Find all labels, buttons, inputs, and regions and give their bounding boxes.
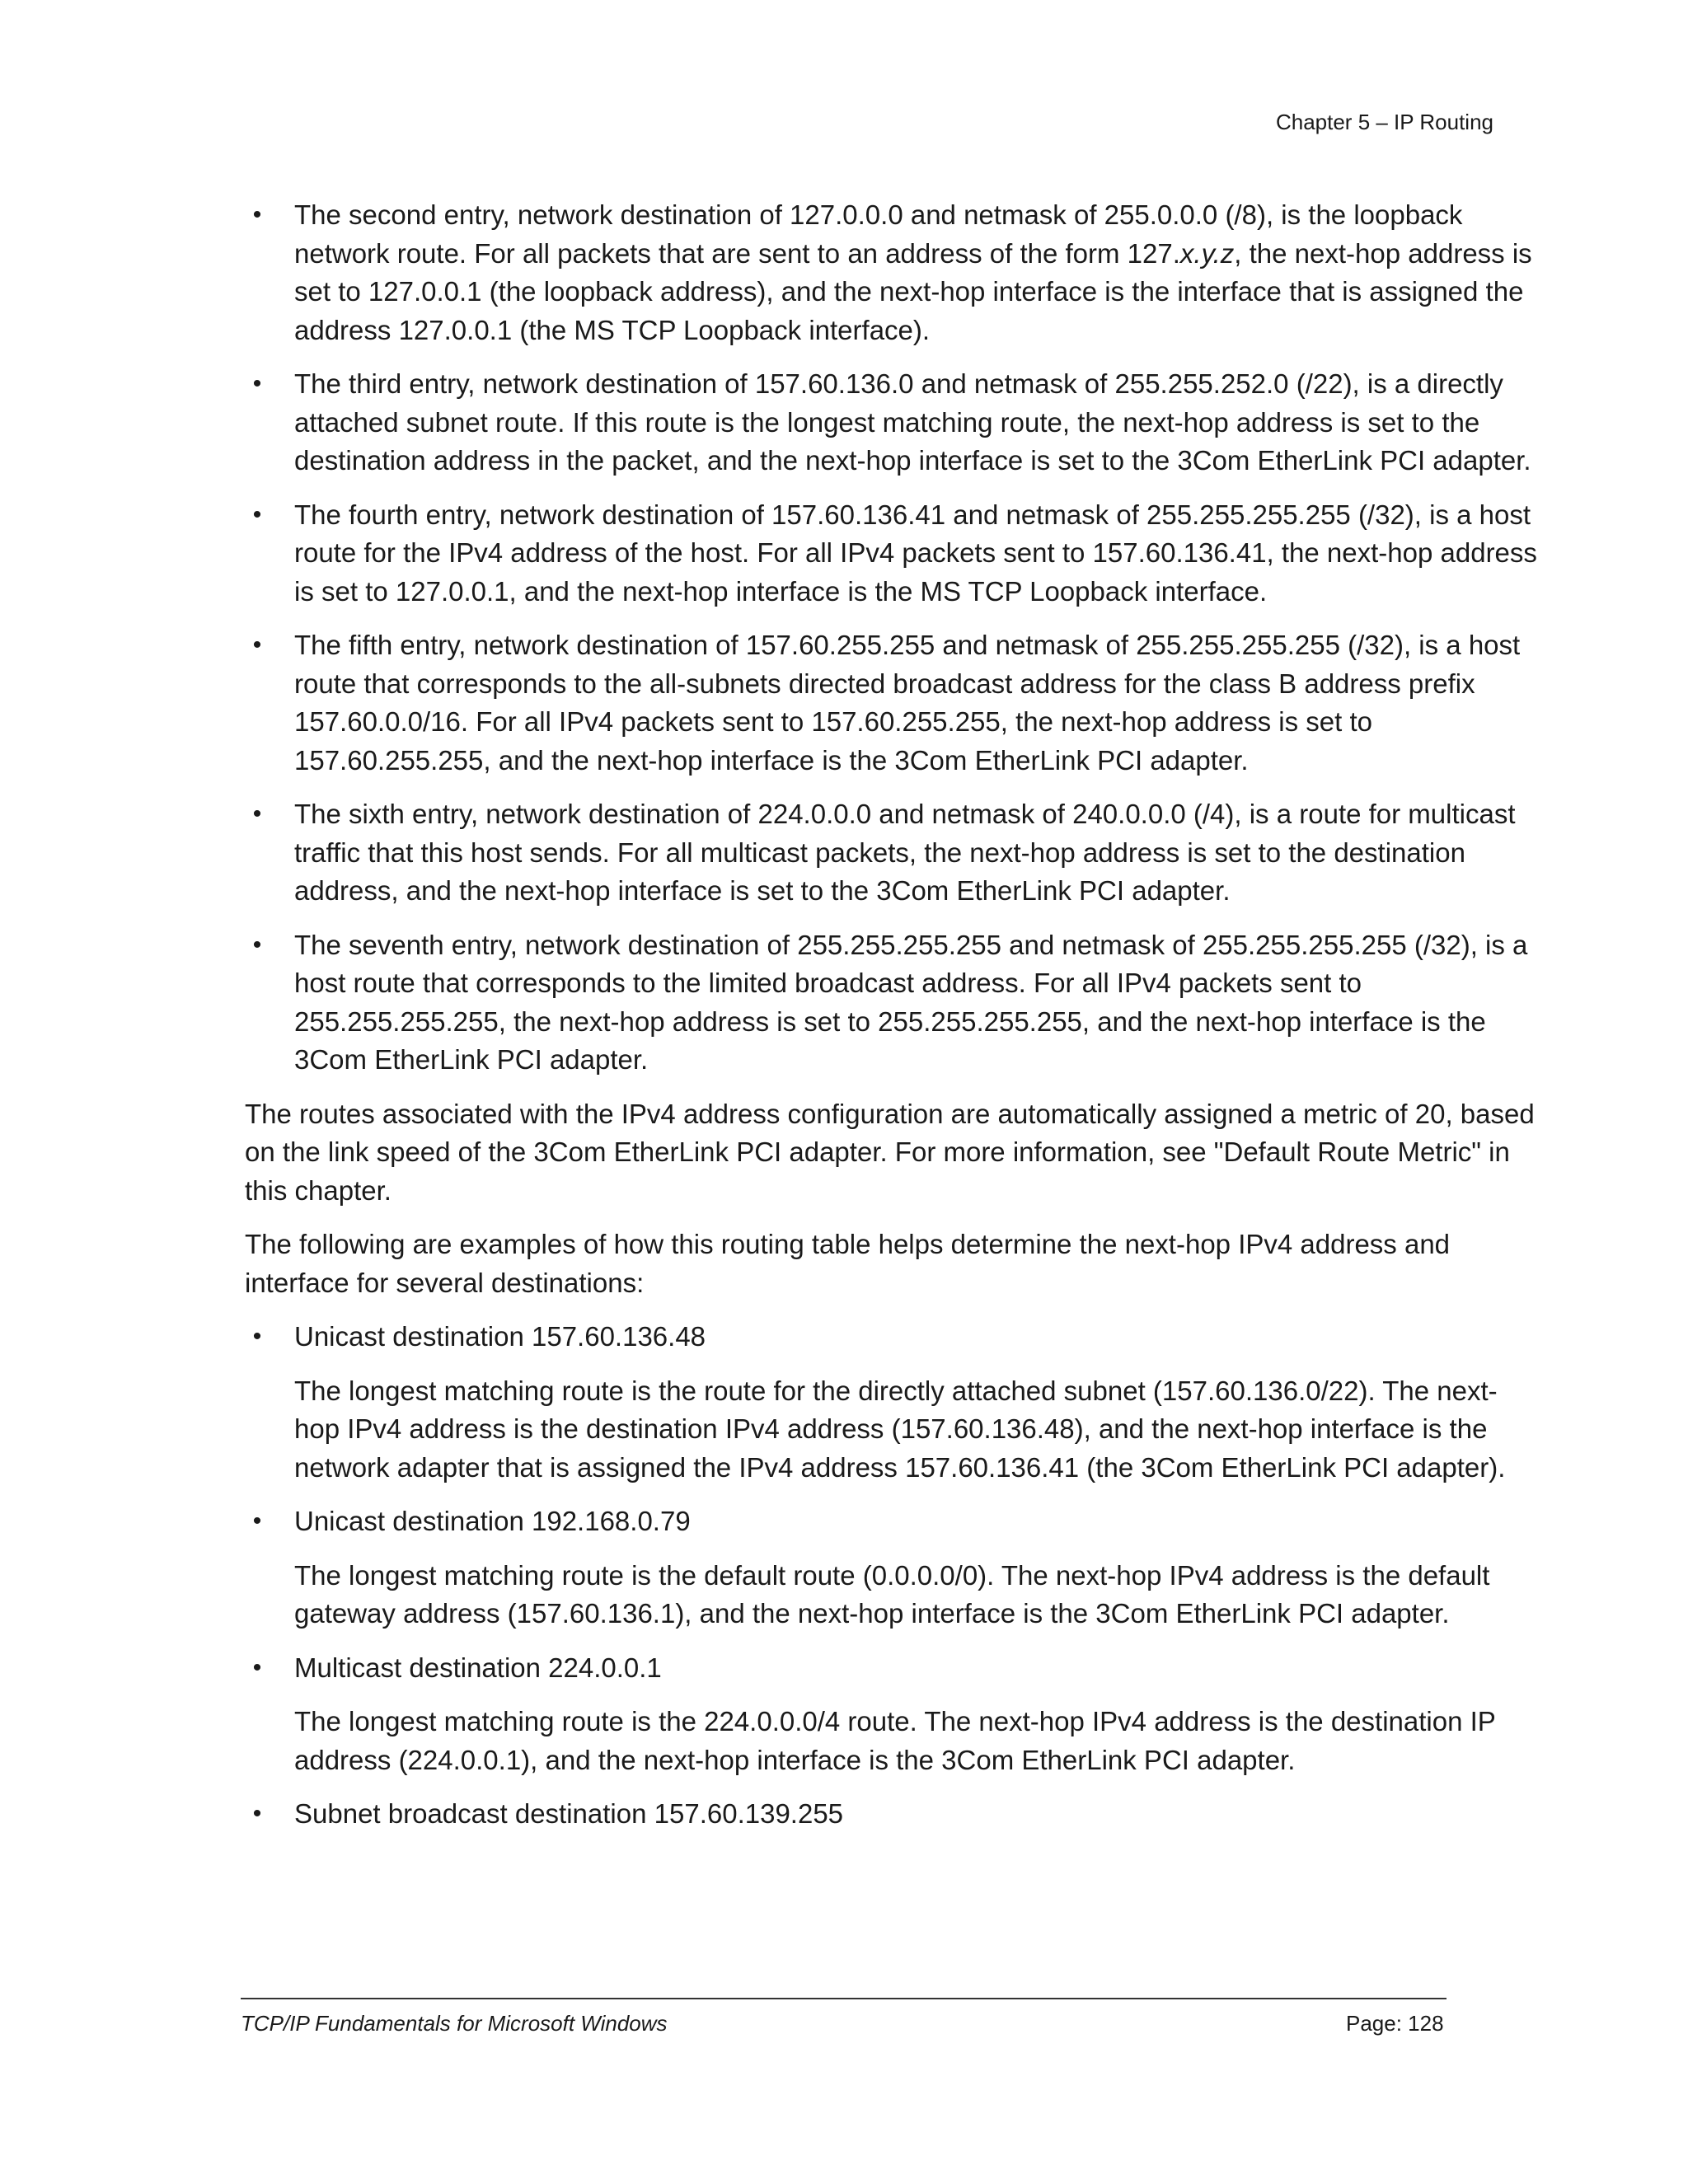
entry-text: The fourth entry, network destination of 157.60.136.41 and netmask of 255.255.255.255 (/32), is a host route for the IPv4 address of the host. For all IPv4 packets sent to 157.60.136.41, the next-hop address is set to 127.0.0.1, and the next-hop interface is the MS TCP Loopback interface. [294,499,1537,607]
example-explanation: The longest matching route is the route for the directly attached subnet (157.60.136.0/22). The next-hop IPv4 address is the destination IPv4 address (157.60.136.48), and the next-hop interface is the network adapter that is assigned the IPv4 address 157.60.136.41 (the 3Com EtherLink PCI adapter). [294,1375,1506,1483]
example-bullet-subnet-broadcast [245,1795,1547,1834]
bullet-icon: • [252,1800,262,1827]
example-destination: Subnet broadcast destination 157.60.139.255 [294,1798,844,1829]
entry-text: The third entry, network destination of 157.60.136.0 and netmask of 255.255.252.0 (/22), is a directly attached subnet route. If this route is the longest matching route, the next-hop address is set to the destination address in the packet, and the next-hop interface is set to the 3Com EtherLink PCI adapter. [294,368,1531,476]
bullet-icon: • [252,930,262,958]
examples-intro-paragraph: The following are examples of how this routing table helps determine the next-hop IPv4 address and interface for several destinations: [245,1229,1451,1298]
bullet-icon: • [252,1507,262,1535]
example-destination: Multicast destination 224.0.0.1 [294,1652,662,1683]
entry-bullet-sixth [245,795,1547,911]
bullet-icon: • [252,500,262,528]
example-explanation: The longest matching route is the default route (0.0.0.0/0). The next-hop IPv4 address is the default gateway address (157.60.136.1), and the next-hop interface is the 3Com EtherLink PCI adapter. [294,1559,1490,1629]
bullet-icon: • [252,201,262,228]
bullet-icon: • [252,370,262,397]
entry-text-pre: The second entry, network destination of 127.0.0.0 and netmask of 255.0.0.0 (/8), is the loopback network route. For all packets that are sent to an address of the form 127. [294,199,1463,269]
example-bullet-unicast-1 [245,1318,1547,1357]
entry-text: The sixth entry, network destination of 224.0.0.0 and netmask of 240.0.0.0 (/4), is a route for multicast traffic that this host sends. For all multicast packets, the next-hop address is set to the destination address, and the next-hop interface is set to the 3Com EtherLink PCI adapter. [294,799,1516,906]
footer-page-number: Page: 128 [1346,2011,1444,2036]
entry-bullet-fourth [245,496,1547,612]
running-header: Chapter 5 – IP Routing [1275,110,1493,134]
entry-text-italic: x.y.z [1179,237,1235,269]
page-body [245,196,1547,1849]
footer-divider [241,1998,1447,1999]
entry-bullet-fifth [245,626,1547,780]
example-explanation: The longest matching route is the 224.0.0.0/4 route. The next-hop IPv4 address is the destination IP address (224.0.0.1), and the next-hop interface is the 3Com EtherLink PCI adapter. [294,1706,1496,1775]
example-destination: Unicast destination 192.168.0.79 [294,1506,691,1536]
bullet-icon: • [252,631,262,658]
bullet-icon: • [252,1323,262,1350]
example-destination: Unicast destination 157.60.136.48 [294,1321,706,1352]
entry-bullet-seventh [245,926,1547,1080]
metric-paragraph: The routes associated with the IPv4 address configuration are automatically assigned a metric of 20, based on the link speed of the 3Com EtherLink PCI adapter. For more information, see "Default Route Metric" in this chapter. [245,1098,1535,1206]
bullet-icon: • [252,800,262,827]
entry-text: The fifth entry, network destination of 157.60.255.255 and netmask of 255.255.255.255 (/32), is a host route that corresponds to the all-subnets directed broadcast address for the class B address prefix 157.60.0.0/16. For all IPv4 packets sent to 157.60.255.255, the next-hop address is set to 157.60.255.255, and the next-hop interface is the 3Com EtherLink PCI adapter. [294,630,1521,776]
footer-book-title: TCP/IP Fundamentals for Microsoft Windows [241,2011,668,2036]
entry-text-post: , the next-hop address is set to 127.0.0.1 (the loopback address), and the next-hop interface is the interface that is assigned the address 127.0.0.1 (the MS TCP Loopback interface). [294,237,1532,345]
entry-bullet-third [245,365,1547,480]
entry-bullet-second [245,196,1547,349]
entry-text: The seventh entry, network destination of 255.255.255.255 and netmask of 255.255.255.255 (/32), is a host route that corresponds to the limited broadcast address. For all IPv4 packets sent to 255.255.255.255, the next-hop address is set to 255.255.255.255, and the next-hop interface is the 3Com EtherLink PCI adapter. [294,929,1528,1075]
bullet-icon: • [252,1653,262,1681]
example-bullet-multicast [245,1649,1547,1688]
example-bullet-unicast-2 [245,1502,1547,1541]
